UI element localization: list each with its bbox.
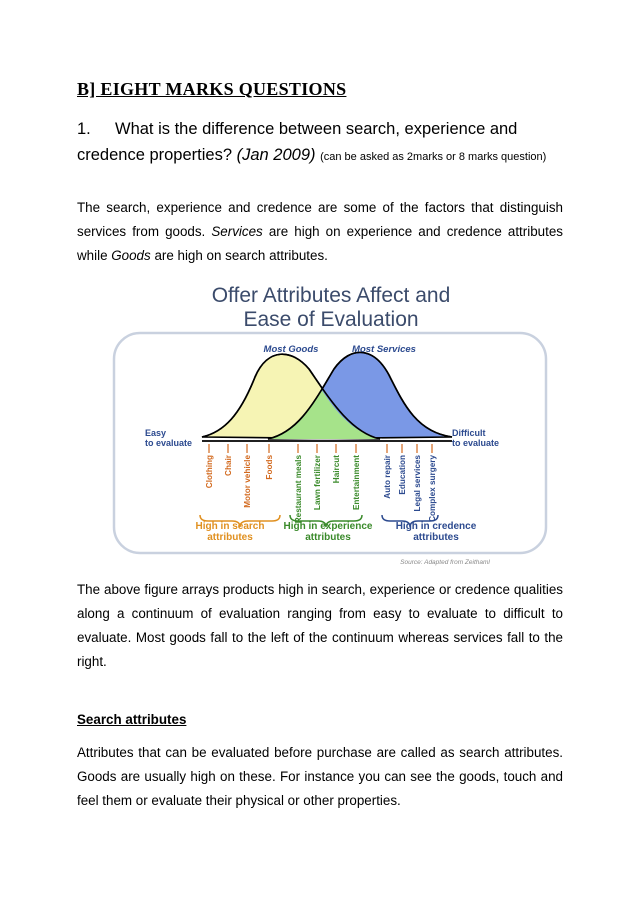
services-word: Services xyxy=(211,224,263,239)
search-attributes-heading: Search attributes xyxy=(77,712,187,727)
product-lawn-fertilizer: Lawn fertilizer xyxy=(313,455,322,511)
product-chair: Chair xyxy=(224,455,233,476)
goods-word: Goods xyxy=(111,248,151,263)
product-haircut: Haircut xyxy=(332,455,341,484)
difficult-label-line2: to evaluate xyxy=(452,438,500,448)
experience-label-line2: attributes xyxy=(305,532,351,543)
figure-title-line1: Offer Attributes Affect and xyxy=(211,284,451,307)
credence-label-line1: High in credence xyxy=(395,521,477,532)
experience-label-line1: High in experience xyxy=(283,521,373,532)
figure-explanation-paragraph: The above figure arrays products high in search, experience or credence qualities along a continuum of evaluation ranging from easy to evaluate to difficult to evaluate. Most goods fall to the left of the continuum whereas services fall to the right. xyxy=(77,582,563,669)
question-note: (can be asked as 2marks or 8 marks question) xyxy=(320,151,547,163)
most-services-label: Most Services xyxy=(352,344,416,355)
product-complex-surgery: Complex surgery xyxy=(428,455,437,522)
product-clothing: Clothing xyxy=(205,455,214,489)
product-education: Education xyxy=(398,455,407,495)
easy-label-line2: to evaluate xyxy=(145,438,193,448)
intro-text-1: The search, experience and credence are some of the factors that distinguish services from goods. xyxy=(77,200,563,239)
search-attributes-paragraph: Attributes that can be evaluated before purchase are called as search attributes. Goods are usually high on these. For instance you can see the goods, touch and feel them or evaluate their physical or other properties. xyxy=(77,745,563,808)
product-entertainment: Entertainment xyxy=(352,455,361,511)
easy-label-line1: Easy xyxy=(145,428,167,438)
search-label-line1: High in search xyxy=(195,521,265,532)
intro-text-2: are high on experience and credence attributes while xyxy=(77,224,563,263)
question-1 xyxy=(77,116,567,170)
figure-source: Source: Adapted from Zeithaml xyxy=(400,559,490,566)
search-label-line2: attributes xyxy=(207,532,253,543)
section-heading: B] EIGHT MARKS QUESTIONS xyxy=(77,79,347,99)
product-foods: Foods xyxy=(265,455,274,480)
figure-title-line2: Ease of Evaluation xyxy=(243,308,419,331)
product-motor-vehicle: Motor vehicle xyxy=(243,455,252,508)
product-auto-repair: Auto repair xyxy=(383,455,392,499)
question-date: (Jan 2009) xyxy=(236,146,316,164)
product-restaurant-meals: Restaurant meals xyxy=(294,455,303,524)
question-number: 1. xyxy=(77,120,91,138)
credence-label-line2: attributes xyxy=(413,532,459,543)
difficult-label-line1: Difficult xyxy=(452,428,486,438)
question-text: What is the difference between search, experience and credence properties? xyxy=(77,120,518,164)
product-legal-services: Legal services xyxy=(413,455,422,512)
intro-text-3: are high on search attributes. xyxy=(154,248,328,263)
most-goods-label: Most Goods xyxy=(263,344,319,355)
intro-paragraph xyxy=(77,196,563,268)
evaluation-figure xyxy=(112,277,550,570)
